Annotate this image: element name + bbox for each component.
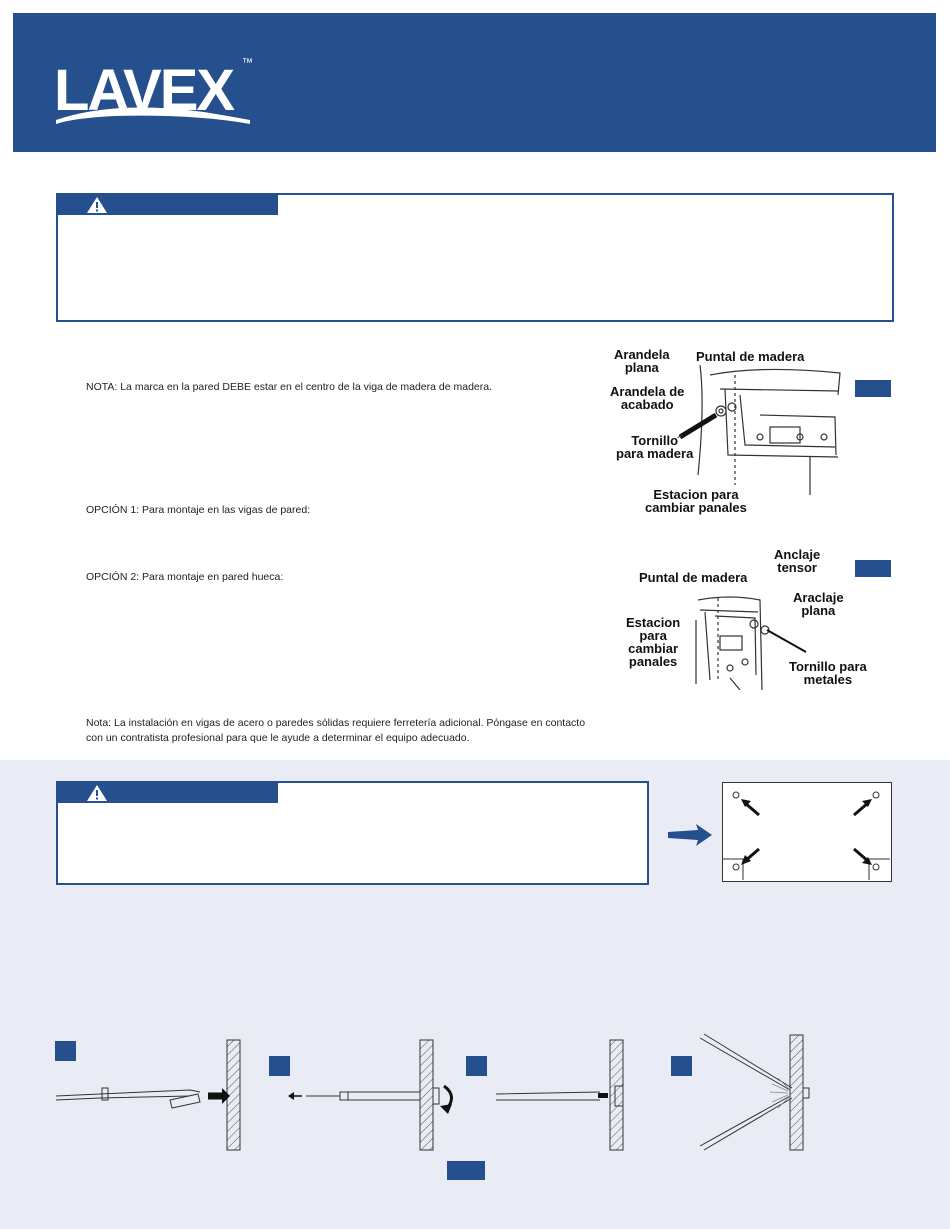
callout-araclaje-plana: Araclaje plana [793, 590, 844, 618]
callout-puntal-madera-1: Puntal de madera [696, 349, 805, 364]
trademark-symbol: ™ [242, 57, 253, 69]
anchor-steps-illustration [40, 1030, 840, 1160]
warning-triangle-icon [86, 784, 108, 802]
figure2-label-chip [855, 560, 891, 577]
warning-tab [58, 195, 278, 215]
callout-tornillo-metales: Tornillo para metales [789, 659, 867, 687]
callout-puntal-madera-2: Puntal de madera [639, 570, 748, 585]
lavex-logo [54, 48, 264, 128]
arrow-right-icon [668, 824, 712, 846]
panel-corners-diagram [722, 782, 892, 882]
logo-text: LAVEX [54, 58, 234, 123]
warning-triangle-icon [86, 196, 108, 214]
warning-box-bottom [56, 781, 649, 885]
callout-arandela-acabado: Arandela de acabado [610, 384, 685, 412]
note-opcion2: OPCIÓN 2: Para montaje en pared hueca: [86, 571, 284, 583]
note-acero-line2: con un contratista profesional para que le ayude a determinar el equipo adecuado. [86, 732, 470, 744]
warning-tab [58, 783, 278, 803]
steps-label-chip [447, 1161, 485, 1180]
figure1-label-chip [855, 380, 891, 397]
note-acero-line1: Nota: La instalación en vigas de acero o paredes sólidas requiere ferretería adicional. Póngase en contacto [86, 717, 586, 729]
callout-anclaje-tensor: Anclaje tensor [774, 547, 821, 575]
callout-arandela-plana: Arandela plana [614, 347, 670, 375]
header-banner [13, 13, 936, 152]
callout-estacion-1: Estacion para cambiar panales [645, 487, 747, 515]
note-opcion1: OPCIÓN 1: Para montaje en las vigas de pared: [86, 504, 311, 516]
warning-box-top [56, 193, 894, 322]
note-marca: NOTA: La marca en la pared DEBE estar en el centro de la viga de madera de madera. [86, 381, 493, 393]
callout-estacion-2: Estacion para cambiar panales [626, 615, 681, 669]
callout-tornillo-madera: Tornillo para madera [616, 433, 694, 461]
